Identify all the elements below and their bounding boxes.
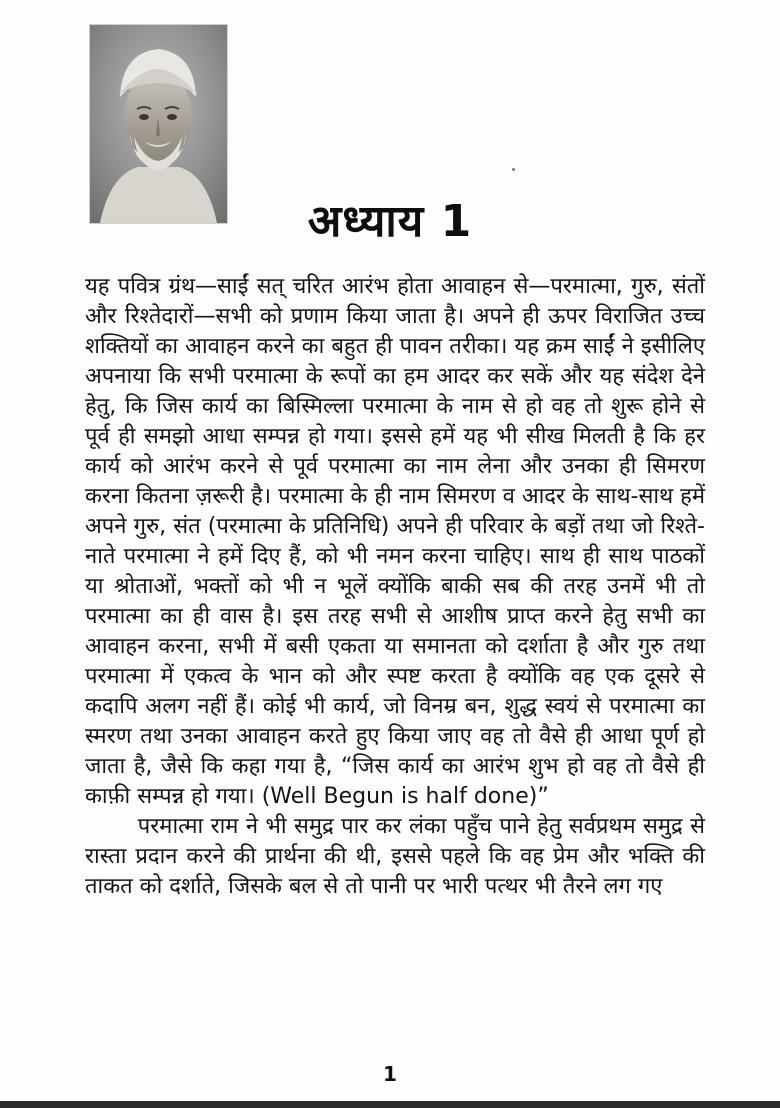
body-text-block (85, 272, 705, 902)
portrait-illustration (90, 25, 227, 223)
paragraph-2: परमात्मा राम ने भी समुद्र पार कर लंका पहुँच पाने हेतु सर्वप्रथम समुद्र से रास्ता प्रदान करने की प्रार्थना की थी, इससे पहले कि वह प्रेम और भक्ति की ताकत को दर्शाते, जिसके बल से तो पानी पर भारी पत्थर भी तैरने लग गए (85, 814, 705, 899)
scan-bottom-edge (0, 1101, 780, 1108)
chapter-title: अध्याय 1 (307, 196, 473, 248)
sai-baba-portrait-image (90, 25, 227, 223)
paragraph-1: यह पवित्र ग्रंथ—साईं सत् चरित आरंभ होता आवाहन से—परमात्मा, गुरु, संतों और रिश्तेदारों—सभी को प्रणाम किया जाता है। अपने ही ऊपर विराजित उच्च शक्तियों का आवाहन करने का बहुत ही पावन तरीका। यह क्रम साईं ने इसीलिए अपनाया कि सभी परमात्मा के रूपों का हम आदर कर सकें और यह संदेश देने हेतु, कि जिस कार्य का बिस्मिल्ला परमात्मा के नाम से हो वह तो शुरू होने से पूर्व ही समझो आधा सम्पन्न हो गया। इससे हमें यह भी सीख मिलती है कि हर कार्य को आरंभ करने से पूर्व परमात्मा का नाम लेना और उनका ही सिमरण करना कितना ज़रूरी है। परमात्मा के ही नाम सिमरण व आदर के साथ-साथ हमें अपने गुरु, संत (परमात्मा के प्रतिनिधि) अपने ही परिवार के बड़ों तथा जो रिश्ते-नाते परमात्मा ने हमें दिए हैं, को भी नमन करना चाहिए। साथ ही साथ पाठकों या श्रोताओं, भक्तों को भी न भूलें क्योंकि बाकी सब की तरह उनमें भी तो परमात्मा का ही वास है। इस तरह सभी से आशीष प्राप्त करने हेतु सभी का आवाहन करना, सभी में बसी एकता या समानता को दर्शाता है और गुरु तथा परमात्मा में एकत्व के भान को और स्पष्ट करता है क्योंकि वह एक दूसरे से कदापि अलग नहीं हैं। कोई भी कार्य, जो विनम्र बन, शुद्ध स्वयं से परमात्मा का स्मरण तथा उनका आवाहन करते हुए किया जाए वह तो वैसे ही आधा पूर्ण हो जाता है, जैसे कि कहा गया है, “जिस कार्य का आरंभ शुभ हो वह तो वैसे ही काफ़ी सम्पन्न हो गया। (Well Begun is half done)” (85, 274, 705, 809)
page-number: 1 (383, 1062, 397, 1086)
scan-artifact-speck (512, 168, 515, 171)
